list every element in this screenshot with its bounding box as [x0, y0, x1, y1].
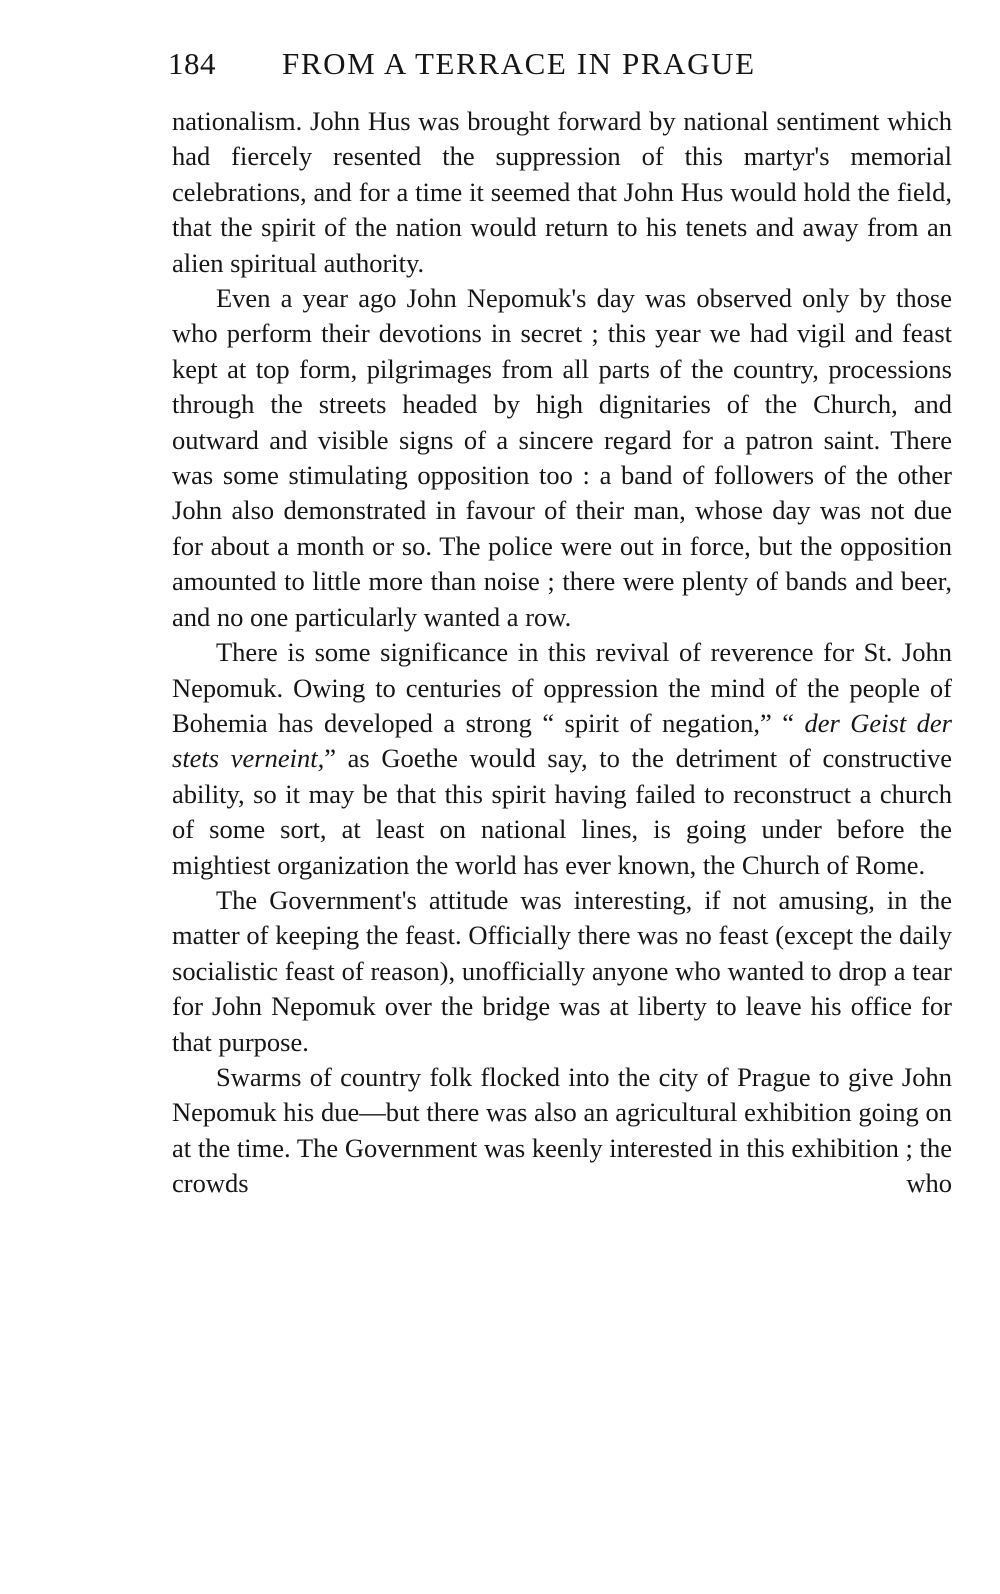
paragraph-2: Even a year ago John Nepomuk's day was observed only by those who perform their devotions in secret ; this year we had vigil and feast kept at top form, pilgrimages from all parts of the country, processions through the streets headed by high dignitaries of the Church, and outward and visible signs of a sincere regard for a patron saint. There was some stimulating opposition too : a band of followers of the other John also demonstrated in favour of their man, whose day was not due for about a month or so. The police were out in force, but the opposition amounted to little more than noise ; there were plenty of bands and beer, and no one particularly wanted a row. — [172, 283, 952, 632]
running-head — [168, 46, 958, 90]
body-text — [172, 104, 952, 1202]
paragraph-3 — [172, 635, 952, 883]
paragraph-4: The Government's attitude was interesting, if not amusing, in the matter of keeping the feast. Officially there was no feast (except the daily socialistic feast of reason), unofficially anyone who wanted to drop a tear for John Nepomuk over the bridge was at liberty to leave his office for that purpose. — [172, 884, 952, 1057]
page-number: 184 — [168, 46, 216, 81]
paragraph-5: Swarms of country folk flocked into the city of Prague to give John Nepomuk his due—but there was also an agricultural exhibition going on at the time. The Government was keenly interested in this exhibition ; the crowds who — [172, 1061, 952, 1199]
paragraph-3-text-after: ” as Goethe would say, to the detriment of constructive ability, so it may be that this spirit having failed to reconstruct a church of some sort, at least on national lines, is going under before the mightiest organization the world has ever known, the Church of Rome. — [172, 743, 953, 880]
paragraph-3-quotation: der Geist der stets verneint, — [172, 707, 952, 774]
paragraph-3-text-before: There is some significance in this revival of reverence for St. John Nepomuk. Owing to centuries of oppression the mind of the people of Bohemia has developed a strong “ spirit of negation,” “ — [172, 637, 952, 738]
running-title: FROM A TERRACE IN PRAGUE — [282, 46, 756, 81]
paragraph-1: nationalism. John Hus was brought forward by national sentiment which had fiercely resented the suppression of this martyr's memorial celebrations, and for a time it seemed that John Hus would hold the field, that the spirit of the nation would return to his tenets and away from an alien spiritual authority. — [172, 106, 952, 278]
